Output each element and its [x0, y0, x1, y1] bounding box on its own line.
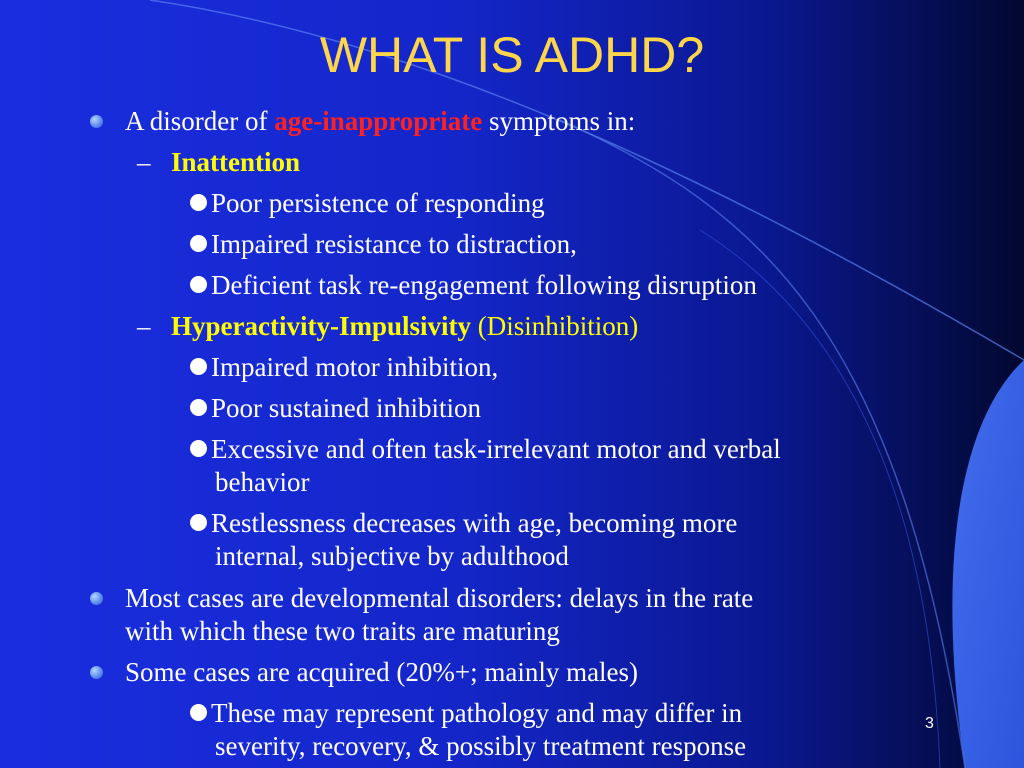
bullet-acquired: Some cases are acquired (20%+; mainly males)	[125, 657, 639, 687]
bullet-icon	[90, 115, 103, 128]
inattention-heading: Inattention	[171, 147, 301, 177]
dash-icon: –	[137, 311, 151, 341]
bullet-icon	[190, 194, 207, 211]
page-number: 3	[925, 715, 934, 732]
list-item-continuation: behavior	[215, 467, 310, 497]
bullet-icon	[190, 276, 207, 293]
bullet-developmental-line2: with which these two traits are maturing	[125, 616, 560, 646]
list-item: Excessive and often task-irrelevant motor and verbal	[190, 433, 781, 466]
bullet-developmental-line1: Most cases are developmental disorders: delays in the rate	[125, 583, 754, 613]
hyperactivity-heading: Hyperactivity-Impulsivity (Disinhibition)	[171, 311, 639, 341]
list-item: Deficient task re-engagement following disruption	[190, 269, 757, 302]
list-item: Restlessness decreases with age, becoming more	[190, 507, 737, 540]
bullet-icon	[190, 704, 207, 721]
list-item: Impaired motor inhibition,	[190, 351, 498, 384]
list-item-continuation: internal, subjective by adulthood	[215, 541, 569, 571]
bullet-icon	[190, 514, 207, 531]
age-inappropriate-highlight: age-inappropriate	[274, 106, 483, 136]
bullet-icon	[90, 592, 103, 605]
list-item: These may represent pathology and may differ in	[190, 697, 742, 730]
list-item: Impaired resistance to distraction,	[190, 228, 577, 261]
bullet-disorder	[125, 105, 635, 138]
bullet-disorder-post: symptoms in:	[482, 106, 636, 136]
list-item: Poor persistence of responding	[190, 187, 545, 220]
bullet-icon	[190, 235, 207, 252]
bullet-icon	[90, 666, 103, 679]
list-item-continuation: severity, recovery, & possibly treatment response	[215, 731, 747, 761]
bullet-icon	[190, 358, 207, 375]
slide-title: WHAT IS ADHD?	[319, 27, 705, 83]
bullet-icon	[190, 399, 207, 416]
bullet-disorder-pre: A disorder of	[125, 106, 275, 136]
dash-icon: –	[137, 147, 151, 177]
bullet-icon	[190, 440, 207, 457]
list-item: Poor sustained inhibition	[190, 392, 481, 425]
disinhibition-note: (Disinhibition)	[470, 311, 639, 341]
